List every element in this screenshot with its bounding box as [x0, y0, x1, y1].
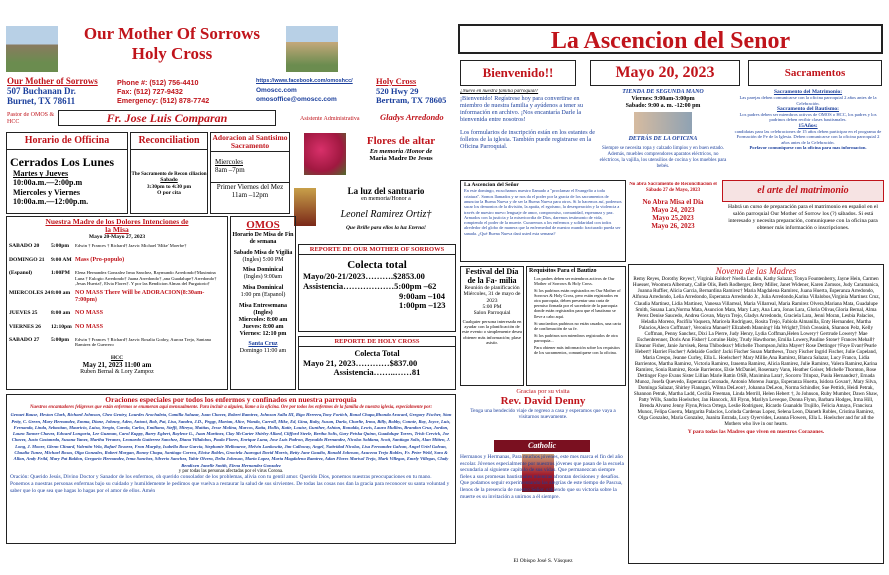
- prayers-closing: y por todas las personas afectadas por el virus Corona.: [178, 468, 284, 474]
- fax-number: Fax: (512) 727-9432: [117, 87, 183, 96]
- visit-name: Rev. David Denny: [500, 395, 586, 408]
- intention-names: NO MASS: [75, 309, 104, 317]
- baptism-item: Los padres deben ser miembros activos de Our Mother of Sorrows & Holy Cross.: [534, 275, 615, 286]
- intention-day: SABADO 20: [9, 243, 40, 250]
- omos-mass-l4: (Ingles) 9:00am: [243, 274, 283, 281]
- intentions-rows: [7, 243, 227, 347]
- ascension-reflection: [460, 180, 626, 262]
- bishop-logo: [494, 440, 590, 452]
- thrift-l1: Viernes: 9:00am-3:00pm: [631, 95, 695, 102]
- omos-mass-box: [230, 216, 296, 390]
- intention-row: [9, 310, 225, 316]
- prayers-prayer: Oración: Querido Jesús, Divino Doctor y Sanador de los enfermos, oh querido consolador de los problemas, alivia con tu gentil amor. Querido Dios, ponemos nuestras preocupaciones en tu mano. Ponemos a nuestras personas enfermas bajo su cuidado y humildemente le pedimos que vuelva a restaurar la salud de sus sirvientes. De todas las cosas nos dan la gracia para reconocer su santa voluntad y saber que lo que sea que hagas lo hagas por el amor de ellos. Amén: [10, 474, 450, 495]
- omos-address-line2: Burnet, TX 78611: [7, 96, 76, 106]
- omos-mass-l3: Misa Dominical: [242, 267, 284, 274]
- intention-day: (Espanol): [9, 270, 33, 277]
- omos-report-l1: Mayo/20-21/2023……….$2853.00: [303, 271, 425, 282]
- baptism-item: Si uno/ambos padrinos no están casados, una carta de confirmación de su fe.: [534, 320, 621, 331]
- omos-mass-l1: Sabado Misa de Vigilia: [233, 249, 293, 256]
- intention-names: NO MASS: [75, 322, 104, 330]
- baptism-item: Para obtener más información sobre los requisitos de los sacramentos, comuníquese con la oficina.: [534, 345, 620, 356]
- matrimonio-body: Habrá un curso de preparación para el matrimonio en español en el salón parroquial Our Mother of Sorrow los (?) sábados. Si está interesado y necesita preparación, comuníquese con la oficina para obtener más información o inscripciones.: [728, 204, 878, 231]
- intentions-hcc: HCC: [110, 354, 124, 361]
- adoration-title: Adoracion al Santisimo Sacramento: [212, 133, 288, 150]
- ascension-banner: La Ascencion del Senor: [458, 24, 883, 54]
- sacraments-b2: Los padres deben ser miembros activos de OMOS o HCC, los padres y los padrinos deben recibir clases bautismales.: [739, 112, 877, 123]
- web-links: [256, 77, 374, 104]
- festival-l5: Salon Parroquial: [473, 310, 511, 317]
- omos-mass-l12: Domingo 11:00 am: [239, 348, 287, 355]
- pastor-name: Fr. Jose Luis Comparan: [58, 110, 276, 126]
- emergency-number: Emergency: (512) 878-7742: [117, 96, 210, 105]
- sacraments-t2: Sacramento del Bautismo:: [776, 105, 840, 112]
- hc-report-l2: Assistencia……..……81: [333, 367, 421, 378]
- thrift-l2: Sabado: 9:00 a. m. -12:00 pm: [625, 102, 701, 109]
- omos-report-collect: Colecta total: [347, 259, 407, 272]
- cancellations-box: [628, 182, 718, 262]
- omos-address: [7, 76, 115, 106]
- office-hours-title: Horario de Officina: [7, 133, 127, 150]
- date-box: Mayo 20, 2023: [590, 60, 740, 86]
- omos-mass-sub: Horario De Misa de Fin de semana: [232, 231, 294, 245]
- sanctuary-title: La luz del santuario: [347, 186, 425, 196]
- omos-mass-l6: 1:00 pm (Espanol): [240, 292, 286, 299]
- office-l2: 10:00a.m.—2:00p.m: [13, 178, 83, 188]
- adoration-l1: Miercoles: [215, 158, 243, 166]
- sanctuary-name: Leonel Ramirez Ortiz†: [340, 209, 432, 221]
- prayers-title: Oraciones especiales por todos los enfermos y confinados en nuestra parroquia: [105, 395, 357, 404]
- festival-l3: Miércoles, 31 de mayo de 2023: [463, 291, 521, 304]
- novena-names: Remy Reyes, Dorothy Reyes†, Virginia Baldor† Noella Landin, Kathy Salazar, Tonya Fountenberry, Jayne Hein, Carmen Huesser, Woomera Albernaty, Callie Olis, Beth Rodberger, Betty Miller, Janet Widener, Karen Zomsos, Judy Caramanica, Joanna Ruffier, Alicia Garcia, Bernardina Ramirez† Maria Magdalena Ramirez, Juana Huerta, Esperanza Arredondo, Alfonsa Arredondo, Lelia Arredondo, Esperanza Arredondo Jr., Julia Arredondo,Karina Villalobos,Virginia Martinez Cruz, Claudia Martinez, Lidia Martinez, Vanessa Villarreal, Maria Villarreal, Maria Ramirez Olvera,Mariana Mata, Guadalupe Smith, Susana Lara,Norma Mata, Asuncion Mata, Mary Lary, Ana Lara, Jonas Lara, Gloria Olivas,Gloria Bernal, Alma Perez Denise Saucedo, Andrea Govan, Mayra Trejo, Gladys Arredondo, Graciela Lara, Jenni Moran, Lesbia Palacios, Heladia Moreno, Pacifila Vaquera, Maricela Rodriguez, Rosita Trejo, Fabiola Almanilla, Enty Hernandez, Martha Palacios,Aleco Coffman†, Veronica Manuel† Elizabeth Manning† Ida Wright†,Trish Creasink, Shannon Pelz, Kelly Coffman, Penny Sanchez, Dixi La Pierre, Judy Henry, Lydia Coffman,Helen Lowery† Gertrude Lowery† Mae Eschenbrenner, Doris Ann Fisher† Lorraine Haby, Trudy Hawthorne, Emilia Lowery,Pauline Stone† Frances Mehall† Eleanor Fisher, Janie Jarvisek, Rena Thibodeax† Michelle Thompson,Julita Mayer† Rose Dettinger †Faye Evan†Pearle Hebert† Harriet Fischer† Adelaide Godin† Jacki Fischer Susan Matthews, Tracy Fischer Ingrid Fischer, Julie Copeland, Maria Crespo, Jeanne Curley, Ella L. Hoelscher† Mary Millie,Ana Ramirez, Blanca Salazar, Lucy Franco, Lidia Barrientos, Martha Ramirez, Victoria Ramirez, Irasema Ramirez, Alicia Ramirez, Julie Ramirez, Valera Ramirez,Karina Ramirez, Sonia Ramirez, Rosie Barrientos, Elsie McDaniel, Rosemary Vann, Heather Goiser, Michelle Thornton, Rose Dettinger Faye Evans Sister Lillian Marie Rattin OSB, Maximina Lara†, Socorro Trinpoz, Paula Hernandez†, Ernada Munoz, Josefa Quevedo, Esperanza Coronado, Antonio Moreno Juarga, Esperanza Huerta, Isidora Govan†, Mary Silva, Dominga Salazar, Shirley Flanagan, Wilma DeLeon†, Johanna DeLeon, Norma Schindler, Sue Pettick, Heidi Petrak, Shannon Petrak, Martha Ladd, Cecilia Freeman, Linda Merrill, Helen Hebert †, Jo Johnson, Ruby Mumber, Dawn Shaw, Patty Wills, Sandra Hoelscher, Jan Hancock, Jill Flynn, Marilyn Leveque, Donna Flynn, Barbara Hodges, Irma Hill, Brenda Alvarez Jenny Flynn,Prisca Ortega, Leslie Rodriguez, Ricardo Guanaldo Trujillo, Felicia Amaya, Francisca Munoz, Felipa Guerra, Margarita Palacios, Lorinda Cardenas Lopez, Selena Leon, Dianeth Robles, Cristina Ramirez, Olga Gonzalez, Maria Gonzalez, Juanita Estrada, Lucy Oyervides, Leanna Flowers, Ella L. Hoelscher and for all the Mothers who live in our hearts.: [632, 276, 880, 428]
- omos-mass-title: OMOS: [246, 219, 280, 231]
- intentions-dates: Mayo 20-Mayo 27, 2023: [88, 234, 146, 240]
- festival-l6: Cualquier persona interesada en ayudar con la planificación de este evento o simplemente desea obtener más información; plase asistir.: [462, 318, 522, 346]
- intention-time: 9:00 AM: [51, 256, 72, 263]
- intentions-box: [6, 216, 228, 390]
- bishop-signature: El Obispo José S. Vásquez: [513, 557, 573, 564]
- adoration-l2: 8am –7pm: [215, 166, 245, 175]
- office-l1: Martes y Jueves: [13, 169, 69, 179]
- baptism-item: Si los padrinos están registrados en Our Mother of Sorrows & Holy Cross, pero están registrados en otra parroquia, deben presentar una carta de permiso firmada por el sacerdote de la parroquia donde están registrados para que el bautismo se lleve a cabo aquí.: [534, 288, 621, 319]
- visit-l2: Tenga una bendecido viaje de regreso a casa y esperamos que vaya a visitarnos nuevamente.: [470, 408, 616, 421]
- intention-day: MIERCOLES 24: [9, 290, 51, 297]
- intention-row: [9, 290, 225, 303]
- intention-row: [9, 243, 225, 249]
- sacraments-t3: 15Años:: [798, 122, 818, 129]
- visit-box: [460, 388, 626, 438]
- thrift-body: Siempre se necesita ropa y calzado limpios y en buen estado. Además, muebles comprendores aparatos eléctricos, no eléctricos, la vajilla, los utensilios de cocina y los muebles para bebés.: [599, 145, 727, 169]
- reconciliation-title: Reconciliation: [131, 133, 207, 150]
- intention-time: 5:00pm: [51, 243, 70, 250]
- intention-names: Edwin † Frances † Richard† Jazvic Michael 'Mike' Moerbe†: [75, 243, 187, 249]
- thrift-image: [634, 112, 692, 134]
- newcomer-box: [460, 89, 596, 175]
- flowers-name: Maria Madre De Jesus: [369, 155, 433, 163]
- intentions-hcc-name: Ruben Bernal & Lory Zampoz: [80, 369, 154, 376]
- hc-report-collect: Colecta Total: [354, 349, 400, 359]
- matrimonio-logo: [722, 180, 884, 202]
- sanctuary-prayer: Que Brille para ellos la luz Eterna!: [345, 224, 427, 231]
- omos-mass-l2: (Ingles) 5:00 PM: [242, 256, 284, 263]
- intention-row: [9, 337, 225, 348]
- office-l3: Miercoles y Viernes: [13, 187, 80, 197]
- intentions-hcc-date: May 21, 2023 11:00 am: [82, 361, 152, 370]
- prayers-box: [6, 394, 456, 544]
- email-link[interactable]: omosoffice@omoscc.com: [256, 96, 337, 103]
- intention-time: 8:00 am: [51, 310, 71, 317]
- cancellations-l4: Mayo 25,2023: [652, 214, 694, 223]
- baptism-list: [529, 276, 623, 355]
- omos-mass-l5: Misa Dominical: [242, 285, 284, 292]
- intention-names: NO MASS There Will be ADORACION(8:30am-7:00pm): [75, 289, 205, 303]
- omos-mass-l10: Viernes: 12:10 pm: [239, 330, 287, 337]
- reconciliation-time: 3:30pm to 4:30 pm: [146, 183, 192, 190]
- intention-names: Mass (Pro-populo): [75, 255, 125, 263]
- sanctuary-sub: en memoria/Honor a: [361, 196, 411, 203]
- sacraments-box: [732, 89, 884, 177]
- intentions-title: Nuestra Madre de los Dolores Intenciones de la Misa: [45, 217, 189, 234]
- office-closed: Cerrados Los Lunes: [10, 154, 115, 169]
- sanctuary-box: [316, 186, 456, 231]
- church-title: [60, 24, 284, 64]
- hc-address-title: Holy Cross: [376, 77, 417, 86]
- adoration-box: [210, 132, 290, 214]
- baptism-item: Si los padrinos son miembros registrados de otra parroquia...: [534, 332, 618, 343]
- intention-day: VIERNES 26: [9, 323, 41, 330]
- ascension-reflection-title: La Ascencion del Señor: [464, 182, 519, 188]
- intention-names: Edwin † Frances † Richard† Jazvic Rosalia Godoy, Aurora Trejo, Santana Ramirez de Guerrero: [75, 336, 211, 348]
- office-l4: 10:00a.m.—12:00p.m.: [13, 196, 89, 206]
- welcome-box: Bienvenido!!: [460, 60, 576, 86]
- intention-time: 8:00 am: [51, 290, 71, 297]
- office-hours-box: [6, 132, 128, 214]
- omos-address-title: Our Mother of Sorrows: [7, 76, 98, 86]
- cancellations-l5: Mayo 26, 2023: [651, 222, 695, 231]
- contact-numbers: [117, 78, 255, 105]
- newcomer-q: ¿Nuevo en nuestra familia parroquial?: [460, 89, 539, 94]
- reconciliation-day: Sabado: [160, 177, 178, 184]
- hc-report-l1: Mayo 21, 2023…………$837.00: [303, 357, 418, 368]
- ascension-reflection-body: En este domingo, escuchamos nuestro llamado a "proclamar el Evangelio a toda criatura". Somos llamados y se nos da el poder por la gracia de los sacramentos de anunciar la Buena Nueva y de ser la Buena Nueva para otros. Si lo hacemos así, podemos sacar los demonios de la división, la apatía, el egoísmo, la desesperación y la violencia a través de nuestro nuevo lenguaje de amor, compromiso, comunidad, esperanza y paz. Armados con la justicia y la misericordia de Dios, daremos testimonio de vida, rompiendo el poder de la muerte. Curaremos a los enfermos y solidaridad con todos alrededor del globo de manera que la enfermedad de nuestro mundo fracturado pueda ser sanada. ¿Qué Buena Nueva dará usted esta semana?: [464, 188, 622, 236]
- omos-mass-l11: Santa Cruz: [248, 341, 278, 348]
- flowers-box: [346, 135, 456, 163]
- cancellations-l3: Mayo 24, 2023: [651, 206, 695, 215]
- intention-day: DOMINGO 21: [9, 256, 45, 263]
- baptism-title: Requisitos Para el Bautizo: [529, 268, 597, 274]
- intention-time: 12:10pm: [51, 323, 72, 330]
- adoration-l3: Primer Viernes del Mez: [211, 182, 289, 191]
- omos-report-l2: Assistencia………………5:00pm –62: [303, 280, 437, 291]
- reconciliation-box: [130, 132, 208, 214]
- omos-mass-l7: Misa Entresemana (Ingles): [238, 302, 288, 316]
- intention-time: 5:00pm: [51, 336, 70, 343]
- pastor-label: Pastor de OMOS & HCC: [7, 112, 55, 125]
- hc-address-line2: Bertram, TX 78605: [376, 95, 447, 105]
- prayers-intro: Nuestros encantadores feligreses que están enfermos se enumeran aquí mensualmente. Para incluir a alguien, llame a la oficina. Ore por todos los enfermos de la familia de nuestra iglesia, especialmente por:: [29, 404, 433, 410]
- hc-address: [376, 77, 454, 106]
- reconciliation-or: O por cita: [157, 189, 181, 196]
- church-title-line1: Our Mother Of Sorrows: [83, 24, 261, 43]
- adoration-l4: 11am –12pm: [231, 191, 269, 200]
- hc-address-line1: 520 Hwy 29: [376, 85, 419, 96]
- festival-l2: Reunión de planificación: [464, 285, 520, 291]
- bishop-letter: [460, 440, 626, 564]
- cancellations-l1: No abra Sacramento de Reconciliación el Sábado 27 de Mayo, 2023: [629, 182, 717, 193]
- website-link[interactable]: Omoscc.com: [256, 87, 297, 94]
- flowers-title: Flores de altar: [366, 135, 436, 147]
- visit-l1: Gracias por su visita: [516, 388, 570, 395]
- festival-box: [460, 266, 524, 386]
- sanctuary-lamp-image: [294, 188, 316, 226]
- church-photo-left: [6, 26, 58, 72]
- hc-report-box: [298, 336, 456, 390]
- omos-report-box: [298, 244, 456, 332]
- cancellations-l2: No Abra Misa el Dia: [642, 198, 704, 206]
- intention-day: SABADO 27: [9, 336, 40, 343]
- thrift-office: DETRÁS DE LA OFICINA: [628, 135, 698, 142]
- facebook-link[interactable]: https://www.facebook.com/omoshcc/: [256, 78, 353, 84]
- baptism-box: [526, 266, 626, 386]
- assistant-name: Gladys Arredondo: [380, 113, 444, 122]
- matrimonio-logo-text: el arte del matrimonio: [757, 185, 849, 197]
- sacraments-t1: Sacramento del Matrimonio:: [773, 89, 843, 95]
- omos-report-l4: 1:00pm –123: [399, 300, 446, 311]
- prayers-names: Genuet Bause, Heston Clark, Richard Johnson, Cheo Gentry, Lourdes Arochaleta, Camilla Salazar, Juan Chavez, Robert Ramirez, Johnson Salla III, Rigo Herrera,Tony Fortich, Ronal Chapa,Rhonda Aracanl, Gregory Fischer, Stan Petty, C. Green, Mary Hernandez, Emma, Diane, Johnny, Aden, Antoni, Bob, Pat, Lisa, Sandra, J.D., Peggy, Marian, Alice, Wanda, Carroll, Mike, Ed, Gina, Ruby, Susan, Darla, Charlie, Irma, Billy, Bobby, Connie, Ray, Joyce, Luis, Fernanda, Linda, Sebastian, Mauricio, Luisa, Sergio, Carola, Carlos, Emiliano, Steffi, Mireya, Mattias, Jesse Molina, Marcos, Katia, Hollis, Katie, Louise, Gunther, Ashton, Ronalda, Lewis, Laura Mullins, Brandon Cruz, Jordan, Laura Tanner Chavez, Edward Longoria, Lee Guzman, Carol Kuppy, Barry Egbert, Raylene G., Juan Martinez, Clay McCarter Shirley Allard, Clifford Steele, Bertha Solis, Gary Petska Quinn, Guadalupe Torres, Trish Cervick, Joe Chavez, Justo Castaneda, Susana Yanez, Martha Veranes, Leonardo Gutierrez Sanchez, Diana Villalobos, Paula Flores, Enrique Luna, Jose Luis Padron, Reynaldo Hernandez, Nicolas Saldana, Scott, Santiago Solis, Alan Mitten, J. Long, J. Moore, Glenn Clinard, Valentin Vela, Rafael Tovarez, Fran Murphy, Isabella Rose Garcia, Stephanie Melbourne, Melvin Lankowitz, Jim Calloway, Angel, Natividad Nicolas, Lisa Fernandez Galvan, Angel Uriel Galvan, Claudia Tunez, Michael Rosas, Olga Gonzales, Robert Morgan, Ronny Chapa, Santiago Correa, Eloise Robles, Graciela Juarogui David Morris, Betty Jane Gaudio, Ronald Johnson, Azucena Trejo Robles, Fr. Peter Weld, Sara & Allan, Andy Feild, Mary Pat Baldon, Gregorio Hernandez, Irma Sanchez, Silverio Sanchez, Yahir Olvera, Delia Johnson, Maria Lopez, Maria Magdalena Ramirez, Adan Flores Marisol Trejo, Mark Villegas, Emely Villegas, Clady Bendixen Janelle Smith, Elena Hernandez Gonzalez: [10, 412, 452, 468]
- church-title-line2: Holy Cross: [131, 44, 213, 63]
- bishop-letter-body: Hermanos y Hermanas, Para muchos jóvenes, este mes marca el fin del año escolar. Jóvenes especialmente por nuestros jóvenes que pasan de la escuela secundaria al siguiente capítulo de sus vidas. Que permanezcan siempre fieles a sus promesas bautismales mientras afrontan decisiones y desafíos. Que podamos seguir experimentando las alegrías de este tiempo de Pascua, llenos de la presencia de nuestro Señor, sabiendo que su victoria sobre la muerte es su invitación a unirnos a él siempre.: [460, 454, 624, 500]
- flowers-image: [304, 133, 346, 175]
- sacraments-b3: candidatas para las celebraciones de 15 años deben participar en el programa de Formación de Fe de la Iglesia. Deben comunicarse con la oficina parroquial 2 años antes de la Celebración.: [734, 129, 882, 145]
- intention-names: Elena Hernandez Gonzalez Irma Sanchez, Raymundo Arredondo†Maximina Luna † Eulogio Arredondo† Juana Arredondo† ,ana Guadalupe† Arredondo† ,Jesus Huerta†, Elvia Flores†. Y por las Bendicion Almas del Purgatorio†: [75, 270, 217, 286]
- reconciliation-body: The Sacramento de Recon ciliacion: [131, 171, 207, 177]
- thrift-title: TIENDA DE SEGUNDA MANO: [622, 89, 704, 95]
- flowers-sub: En memoria /Honor de: [369, 147, 433, 155]
- omos-report-title: REPORTE DE OUR MOTHER OF SORROWS: [299, 245, 455, 255]
- omos-mass-l9: Jueves: 8:00 am: [242, 323, 284, 330]
- matrimonio-box: [722, 180, 884, 262]
- assistant-label: Asistente Administrativa: [300, 116, 360, 122]
- novena-box: [628, 264, 884, 564]
- sacraments-b1: Las parejas deben comunicarse con la oficina parroquial 2 años antes de la Celebración.: [739, 95, 877, 106]
- thrift-box: [598, 89, 728, 177]
- sacraments-b4: Porfavor comuniquese con la oficina para mas informacion.: [749, 144, 867, 150]
- bishop-logo-text: Catholic: [527, 441, 556, 450]
- intention-row: [9, 270, 225, 286]
- omos-mass-l8: Miercoles: 8:00 am: [238, 316, 288, 323]
- omos-address-line1: 507 Buchanan Dr.: [7, 86, 76, 96]
- hc-report-title: REPORTE DE HOLY CROSS: [299, 337, 455, 347]
- novena-closing: Y para todas las Madres que viven en nuestros Corazones.: [687, 428, 825, 435]
- intention-row: [9, 324, 225, 330]
- festival-l1: Festival del Día de la Fa- milia: [465, 267, 519, 285]
- festival-l4: 5:00 PM: [482, 303, 502, 310]
- phone-number: Phone #: (512) 756-4410: [117, 78, 199, 87]
- intention-day: JUEVES 25: [9, 310, 38, 317]
- novena-title: Novena de las Madres: [715, 266, 797, 276]
- intention-time: 1:00PM: [51, 270, 70, 277]
- omos-report-l3: 9:00am –104: [399, 290, 446, 301]
- newcomer-body2: Los formularios de inscripción están en los estantes de folletos de la iglesia. También puede registrarse en la Oficina Parroquial.: [460, 128, 596, 150]
- sacramentos-box: Sacramentos: [748, 60, 882, 86]
- newcomer-body: ¡Bienvenido! Regístrese hoy para convertirse en miembro de nuestra familia y ayúdenos a tener su información en archivo. ¡Nos encantaría Darle la bienvenida entre nosotros!: [460, 94, 584, 124]
- church-photo-right: [286, 26, 338, 72]
- intention-row: [9, 257, 225, 263]
